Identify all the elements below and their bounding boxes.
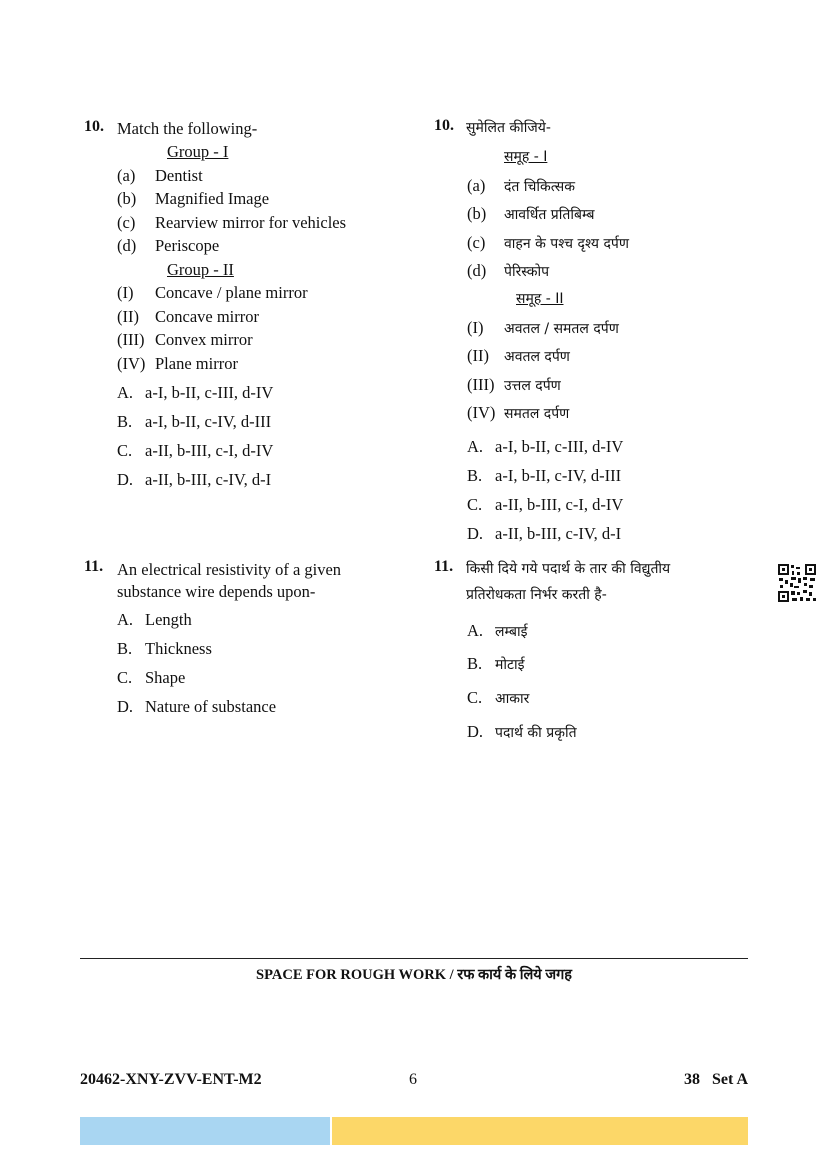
list-item [117,211,346,235]
page-number: 6 [409,1071,417,1088]
list-item [467,344,570,368]
item-text: समतल दर्पण [504,406,570,422]
answer-option[interactable] [467,720,577,744]
footer-bar-yellow [332,1117,748,1145]
option-label: A. [117,383,134,402]
option-text: Nature of substance [145,697,277,716]
option-text: मोटाई [495,657,525,673]
item-label: (a) [117,166,136,185]
option-label: C. [117,668,133,687]
option-label: C. [467,495,483,514]
rough-work-label [80,964,748,984]
list-item [117,164,203,188]
group-heading: समूह - I [504,149,548,165]
item-label: (b) [467,204,487,223]
item-label: (c) [117,213,136,232]
item-label: (IV) [117,354,146,373]
item-text: उत्तल दर्पण [504,378,561,394]
answer-option[interactable] [117,695,276,719]
item-label: (III) [117,330,145,349]
option-text: a-I, b-II, c-IV, d-III [145,412,272,431]
option-label: B. [467,466,483,485]
item-label: (III) [467,375,495,394]
list-item [117,305,259,329]
item-text: आवर्धित प्रतिबिम्ब [504,207,595,223]
answer-option[interactable] [467,619,528,643]
item-text: Periscope [155,236,220,255]
rough-work-text: SPACE FOR ROUGH WORK / रफ कार्य के लिये जगह [256,967,572,983]
answer-option[interactable] [117,381,273,405]
list-item [117,281,308,305]
item-text: दंत चिकित्सक [504,179,575,195]
item-text: Plane mirror [155,354,238,373]
set-label: 38 Set A [684,1071,748,1088]
list-item [117,234,219,258]
item-text: Concave mirror [155,307,260,326]
item-label: (II) [117,307,139,326]
option-label: D. [117,697,134,716]
item-text: अवतल दर्पण [504,349,570,365]
question-title: सुमेलित कीजिये- [466,120,551,136]
answer-option[interactable] [467,686,529,710]
item-label: (d) [467,261,487,280]
footer-bar-blue [80,1117,330,1145]
option-text: a-II, b-III, c-IV, d-I [145,470,272,489]
paper-code: 20462-XNY-ZVV-ENT-M2 [80,1071,262,1088]
answer-option[interactable] [117,468,271,492]
option-label: A. [117,610,134,629]
answer-option[interactable] [467,464,621,488]
question-line: An electrical resistivity of a given [117,560,342,579]
option-text: a-II, b-III, c-I, d-IV [145,441,274,460]
option-label: D. [117,470,134,489]
option-label: A. [467,437,484,456]
answer-option[interactable] [117,439,273,463]
item-text: पेरिस्कोप [504,264,550,280]
question-number: 10. [84,118,104,135]
option-text: a-I, b-II, c-III, d-IV [145,383,274,402]
answer-option[interactable] [117,637,212,661]
question-number: 10. [434,117,454,134]
list-item [467,259,549,283]
option-text: पदार्थ की प्रकृति [495,725,577,741]
list-item [467,373,561,397]
option-label: B. [117,412,133,431]
item-label: (IV) [467,403,496,422]
option-text: आकार [495,691,530,707]
option-label: D. [467,524,484,543]
item-text: Rearview mirror for vehicles [155,213,347,232]
item-text: Magnified Image [155,189,270,208]
option-text: a-I, b-II, c-III, d-IV [495,437,624,456]
item-label: (b) [117,189,137,208]
list-item [117,328,253,352]
question-number: 11. [84,558,104,575]
list-item [117,187,269,211]
answer-option[interactable] [467,435,623,459]
option-label: B. [467,654,483,673]
option-text: a-II, b-III, c-IV, d-I [495,524,622,543]
option-label: B. [117,639,133,658]
answer-option[interactable] [467,493,623,517]
item-text: Dentist [155,166,203,185]
item-label: (I) [117,283,134,302]
item-label: (II) [467,346,489,365]
option-label: C. [467,688,483,707]
group-heading: समूह - II [516,291,564,307]
item-text: अवतल / समतल दर्पण [504,321,619,337]
list-item [467,202,595,226]
group-heading: Group - I [167,142,229,161]
list-item [467,401,569,425]
answer-option[interactable] [117,608,192,632]
answer-option[interactable] [467,652,525,676]
answer-option[interactable] [117,666,185,690]
list-item [467,316,619,340]
answer-option[interactable] [117,410,271,434]
item-text: Concave / plane mirror [155,283,308,302]
option-text: a-II, b-III, c-I, d-IV [495,495,624,514]
question-number: 11. [434,558,454,575]
option-text: Thickness [145,639,212,658]
option-label: D. [467,722,484,741]
qr-code-icon [777,563,817,603]
answer-option[interactable] [467,522,621,546]
question-line: प्रतिरोधकता निर्भर करती है- [466,587,607,603]
question-title: Match the following- [117,119,258,138]
question-line: substance wire depends upon- [117,582,316,601]
option-text: लम्बाई [495,624,528,640]
option-text: a-I, b-II, c-IV, d-III [495,466,622,485]
rough-work-divider [80,958,748,959]
item-label: (a) [467,176,486,195]
option-text: Length [145,610,192,629]
item-text: वाहन के पश्च दृश्य दर्पण [504,236,629,252]
item-label: (I) [467,318,484,337]
item-label: (d) [117,236,137,255]
group-heading: Group - II [167,260,234,279]
item-text: Convex mirror [155,330,253,349]
list-item [467,231,629,255]
question-line: किसी दिये गये पदार्थ के तार की विद्युतीय [466,561,671,577]
option-label: C. [117,441,133,460]
option-text: Shape [145,668,186,687]
list-item [467,174,575,198]
item-label: (c) [467,233,486,252]
option-label: A. [467,621,484,640]
list-item [117,352,238,376]
